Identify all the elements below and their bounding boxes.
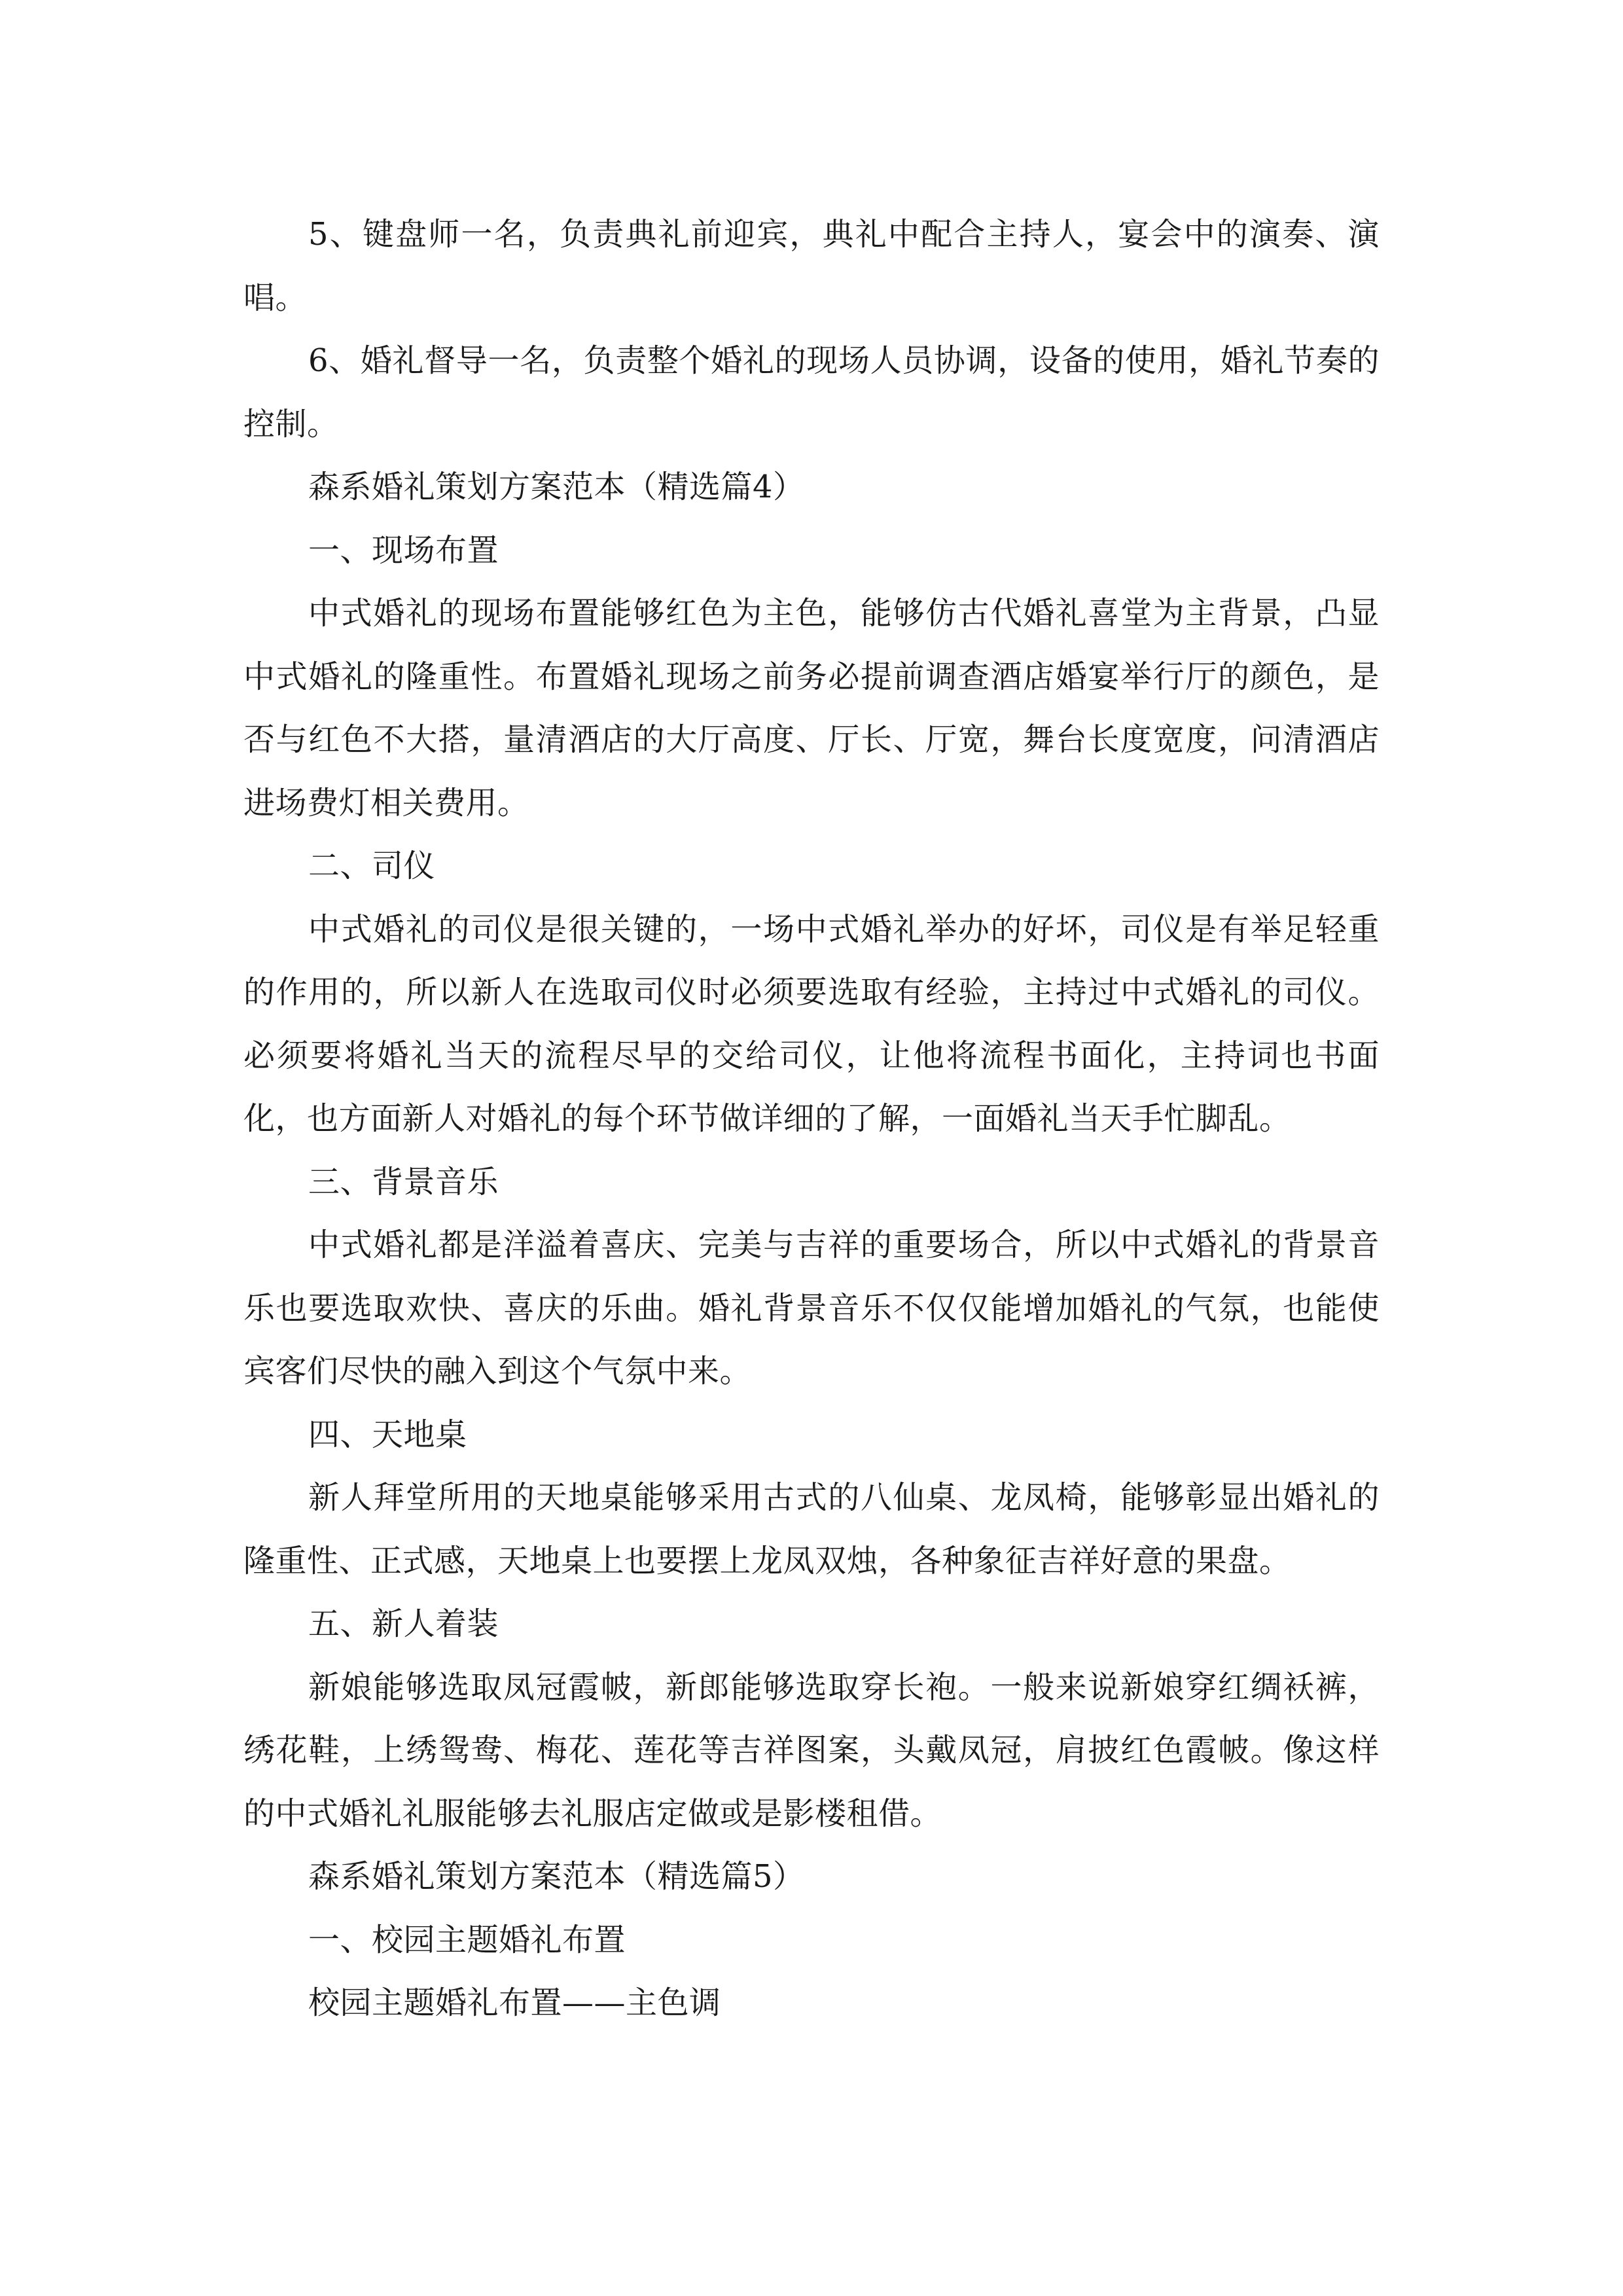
heading-couple-attire: 五、新人着装 xyxy=(308,1605,499,1642)
paragraph-mc: 中式婚礼的司仪是很关键的，一场中式婚礼举办的好坏，司仪是有举足轻重的作用的，所以新人在选取司仪时必须要选取有经验，主持过中式婚礼的司仪。必须要将婚礼当天的流程尽早的交给司仪，让他将流程书面化，主持词也书面化，也方面新人对婚礼的每个环节做详细的了解，一面婚礼当天手忙脚乱。 xyxy=(243,910,1380,1137)
paragraph-couple-attire: 新娘能够选取凤冠霞帔，新郎能够选取穿长袍。一般来说新娘穿红绸袄裤，绣花鞋，上绣鸳鸯、梅花、莲花等吉祥图案，头戴凤冠，肩披红色霞帔。像这样的中式婚礼礼服能够去礼服店定做或是影楼租借。 xyxy=(243,1668,1380,1832)
heading-heaven-earth-table: 四、天地桌 xyxy=(308,1416,467,1453)
heading-venue-setup: 一、现场布置 xyxy=(308,531,499,569)
document-body xyxy=(243,203,1380,2035)
paragraph-heaven-earth-table: 新人拜堂所用的天地桌能够采用古式的八仙桌、龙凤椅，能够彰显出婚礼的隆重性、正式感，天地桌上也要摆上龙凤双烛，各种象征吉祥好意的果盘。 xyxy=(243,1479,1380,1579)
paragraph-venue-setup: 中式婚礼的现场布置能够红色为主色，能够仿古代婚礼喜堂为主背景，凸显中式婚礼的隆重性。布置婚礼现场之前务必提前调查酒店婚宴举行厅的颜色，是否与红色不大搭，量清酒店的大厅高度、厅长、厅宽，舞台长度宽度，问清酒店进场费灯相关费用。 xyxy=(243,595,1380,821)
heading-mc: 二、司仪 xyxy=(308,848,436,884)
section-title-part-4: 森系婚礼策划方案范本（精选篇4） xyxy=(308,469,805,505)
paragraph-campus-main-color: 校园主题婚礼布置——主色调 xyxy=(308,1984,721,2021)
paragraph-background-music: 中式婚礼都是洋溢着喜庆、完美与吉祥的重要场合，所以中式婚礼的背景音乐也要选取欢快、喜庆的乐曲。婚礼背景音乐不仅仅能增加婚礼的气氛，也能使宾客们尽快的融入到这个气氛中来。 xyxy=(243,1227,1380,1390)
paragraph-wedding-supervisor: 6、婚礼督导一名，负责整个婚礼的现场人员协调，设备的使用，婚礼节奏的控制。 xyxy=(243,342,1380,442)
paragraph-keyboardist: 5、键盘师一名，负责典礼前迎宾，典礼中配合主持人，宴会中的演奏、演唱。 xyxy=(243,216,1380,316)
heading-background-music: 三、背景音乐 xyxy=(308,1163,499,1200)
section-title-part-5: 森系婚礼策划方案范本（精选篇5） xyxy=(308,1858,805,1895)
heading-campus-theme: 一、校园主题婚礼布置 xyxy=(308,1921,626,1958)
